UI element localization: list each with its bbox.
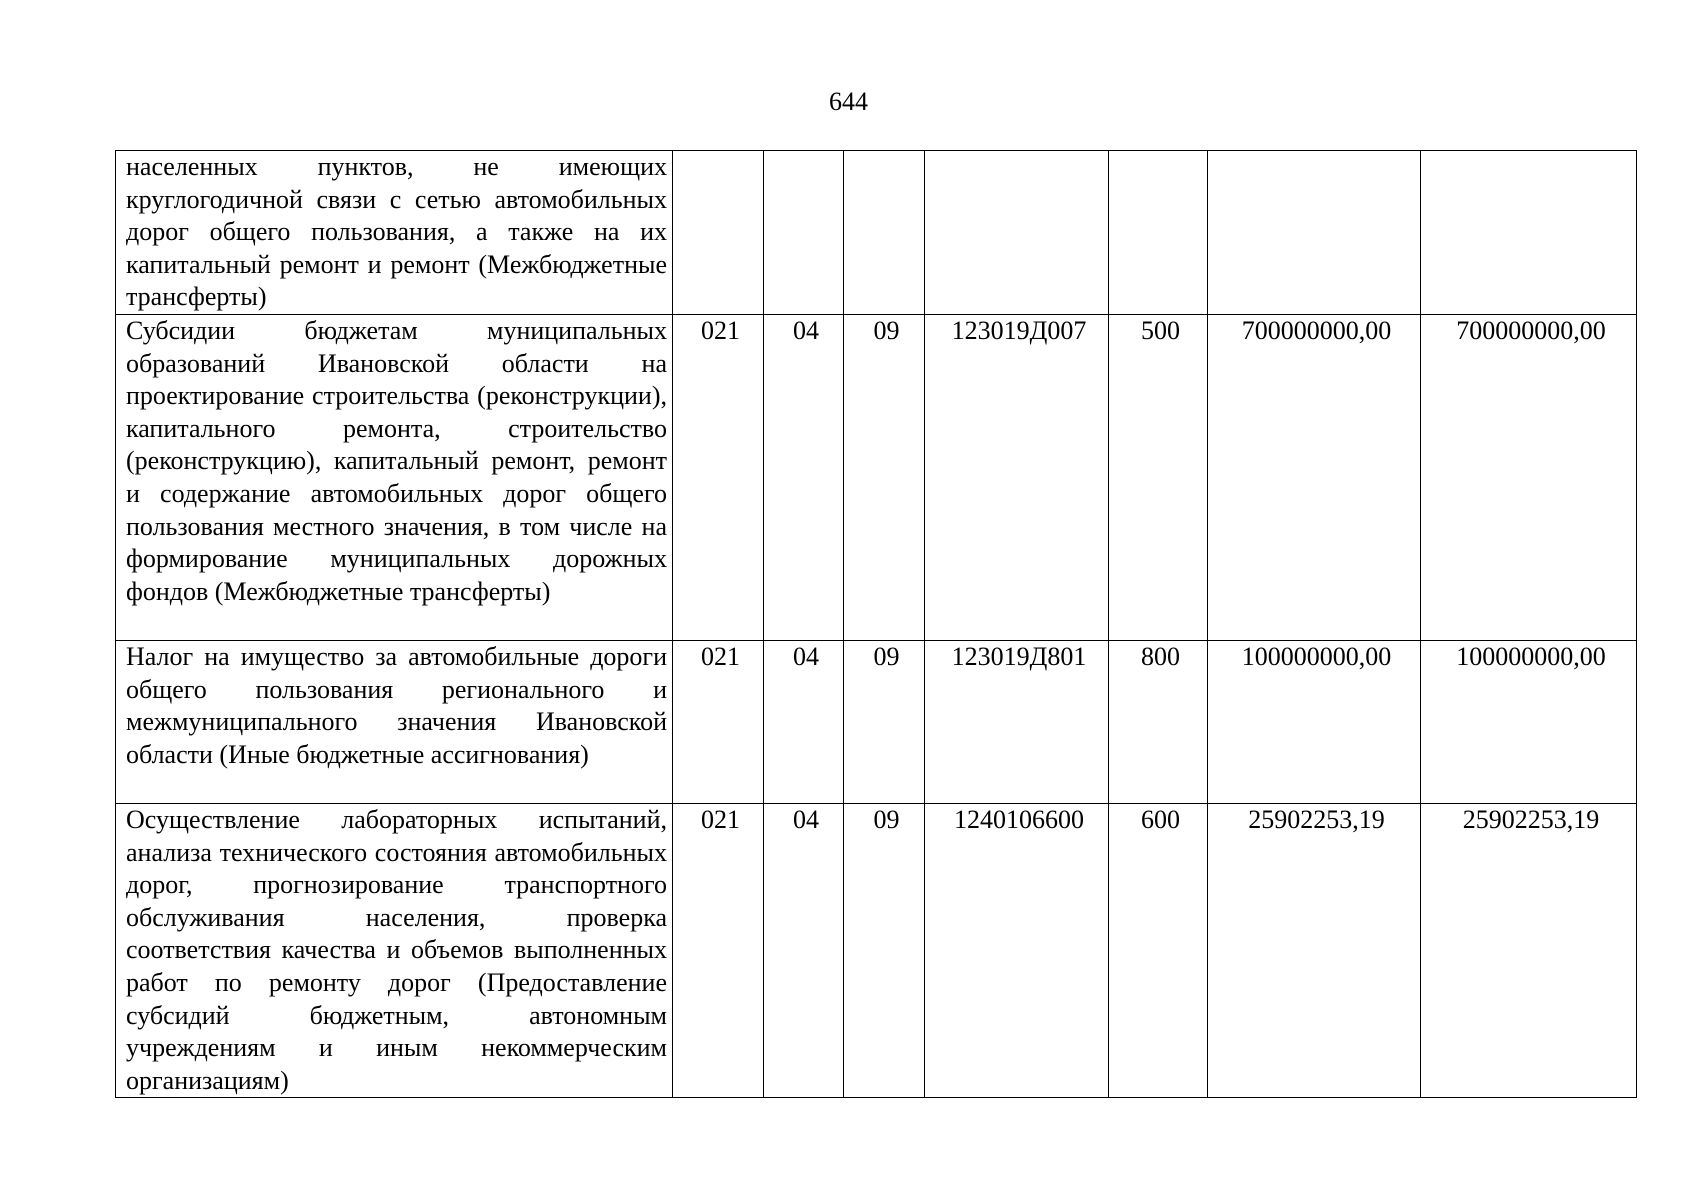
section-code: 04 bbox=[764, 803, 844, 1097]
sum-year-2: 700000000,00 bbox=[1421, 314, 1637, 640]
table-row bbox=[116, 640, 1637, 803]
sum-year-1: 100000000,00 bbox=[1208, 640, 1421, 803]
table-row bbox=[116, 803, 1637, 1097]
subsection-code: 09 bbox=[844, 314, 925, 640]
section-code bbox=[764, 151, 844, 315]
sum-year-1: 700000000,00 bbox=[1208, 314, 1421, 640]
ministry-code bbox=[673, 151, 764, 315]
row-description: Налог на имущество за автомобильные дороги общего пользования регионального и межмуниципального значения Ивановской области (Иные бюджетные ассигнования) bbox=[116, 640, 673, 803]
subsection-code: 09 bbox=[844, 803, 925, 1097]
section-code: 04 bbox=[764, 314, 844, 640]
row-description: населенных пунктов, не имеющих круглогодичной связи с сетью автомобильных дорог общего пользования, а также на их капитальный ремонт и ремонт (Межбюджетные трансферты) bbox=[116, 151, 673, 315]
section-code: 04 bbox=[764, 640, 844, 803]
expense-type-code: 600 bbox=[1109, 803, 1208, 1097]
expense-type-code: 800 bbox=[1109, 640, 1208, 803]
sum-year-2: 25902253,19 bbox=[1421, 803, 1637, 1097]
sum-year-2 bbox=[1421, 151, 1637, 315]
target-article-code bbox=[925, 151, 1109, 315]
target-article-code: 1240106600 bbox=[925, 803, 1109, 1097]
row-description: Осуществление лабораторных испытаний, анализа технического состояния автомобильных дорог, прогнозирование транспортного обслуживания населения, проверка соответствия качества и объемов выполненных работ по ремонту дорог (Предоставление субсидий бюджетным, автономным учреждениям и иным некоммерческим организациям) bbox=[116, 803, 673, 1097]
ministry-code: 021 bbox=[673, 803, 764, 1097]
expense-type-code: 500 bbox=[1109, 314, 1208, 640]
expense-type-code bbox=[1109, 151, 1208, 315]
row-description: Субсидии бюджетам муниципальных образований Ивановской области на проектирование строительства (реконструкции), капитального ремонта, строительство (реконструкцию), капитальный ремонт, ремонт и содержание автомобильных дорог общего пользования местного значения, в том числе на формирование муниципальных дорожных фондов (Межбюджетные трансферты) bbox=[116, 314, 673, 640]
ministry-code: 021 bbox=[673, 640, 764, 803]
subsection-code: 09 bbox=[844, 640, 925, 803]
target-article-code: 123019Д007 bbox=[925, 314, 1109, 640]
page-number: 644 bbox=[829, 87, 868, 116]
table-row bbox=[116, 151, 1637, 315]
target-article-code: 123019Д801 bbox=[925, 640, 1109, 803]
table-row bbox=[116, 314, 1637, 640]
ministry-code: 021 bbox=[673, 314, 764, 640]
sum-year-2: 100000000,00 bbox=[1421, 640, 1637, 803]
budget-table bbox=[115, 150, 1637, 1098]
subsection-code bbox=[844, 151, 925, 315]
sum-year-1: 25902253,19 bbox=[1208, 803, 1421, 1097]
sum-year-1 bbox=[1208, 151, 1421, 315]
